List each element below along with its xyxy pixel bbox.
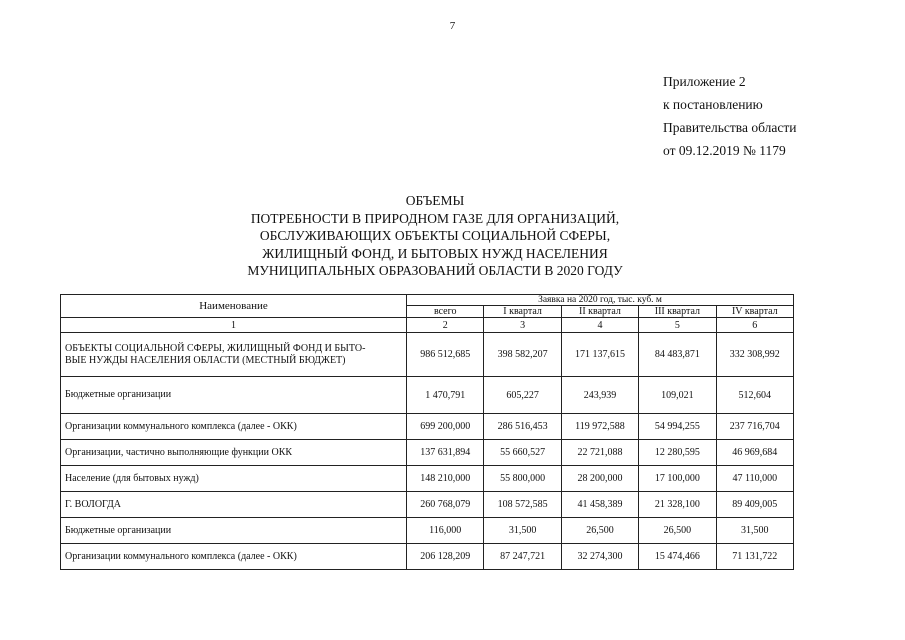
column-number: 2 [407, 318, 484, 333]
appendix-line: Правительства области [663, 120, 797, 135]
appendix-block [663, 70, 796, 162]
name-column-header: Наименование [61, 295, 407, 318]
title-line: ЖИЛИЩНЫЙ ФОНД, И БЫТОВЫХ НУЖД НАСЕЛЕНИЯ [262, 245, 608, 261]
row-name: Г. ВОЛОГДА [61, 492, 407, 518]
row-name-line: ВЫЕ НУЖДЫ НАСЕЛЕНИЯ ОБЛАСТИ (МЕСТНЫЙ БЮДЖЕТ) [65, 354, 346, 366]
row-name: Население (для бытовых нужд) [61, 466, 407, 492]
column-header: II квартал [561, 306, 638, 318]
appendix-line: от 09.12.2019 № 1179 [663, 143, 786, 158]
table-row [61, 518, 794, 544]
column-number: 1 [61, 318, 407, 333]
appendix-line: к постановлению [663, 97, 763, 112]
cell-q3: 109,021 [639, 377, 716, 414]
row-name: Организации коммунального комплекса (далее - ОКК) [61, 544, 407, 570]
cell-q3: 15 474,466 [639, 544, 716, 570]
column-header: III квартал [639, 306, 716, 318]
cell-q4: 237 716,704 [716, 414, 793, 440]
cell-total: 137 631,894 [407, 440, 484, 466]
table-row [61, 544, 794, 570]
cell-q1: 605,227 [484, 377, 561, 414]
cell-q2: 28 200,000 [561, 466, 638, 492]
page-number: 7 [449, 20, 456, 32]
column-number: 3 [484, 318, 561, 333]
cell-q3: 26,500 [639, 518, 716, 544]
column-number-row [61, 318, 794, 333]
row-name: Бюджетные организации [61, 518, 407, 544]
cell-total: 148 210,000 [407, 466, 484, 492]
cell-q3: 17 100,000 [639, 466, 716, 492]
cell-q2: 22 721,088 [561, 440, 638, 466]
cell-total: 1 470,791 [407, 377, 484, 414]
cell-q1: 31,500 [484, 518, 561, 544]
table-row [61, 466, 794, 492]
cell-q2: 171 137,615 [561, 333, 638, 377]
cell-q2: 32 274,300 [561, 544, 638, 570]
cell-q4: 512,604 [716, 377, 793, 414]
title-line: МУНИЦИПАЛЬНЫХ ОБРАЗОВАНИЙ ОБЛАСТИ В 2020 ГОДУ [247, 263, 623, 278]
row-name: Бюджетные организации [61, 377, 407, 414]
table-row [61, 492, 794, 518]
title-line: ОБСЛУЖИВАЮЩИХ ОБЪЕКТЫ СОЦИАЛЬНОЙ СФЕРЫ, [259, 228, 611, 243]
table-header-row [61, 295, 794, 306]
group-header: Заявка на 2020 год, тыс. куб. м [407, 295, 794, 306]
cell-q4: 89 409,005 [716, 492, 793, 518]
row-name: Организации, частично выполняющие функции ОКК [61, 440, 407, 466]
cell-q4: 332 308,992 [716, 333, 793, 377]
cell-total: 116,000 [407, 518, 484, 544]
column-header: IV квартал [716, 306, 793, 318]
cell-q3: 84 483,871 [639, 333, 716, 377]
cell-q2: 119 972,588 [561, 414, 638, 440]
cell-q1: 55 800,000 [484, 466, 561, 492]
column-number: 6 [716, 318, 793, 333]
cell-q3: 12 280,595 [639, 440, 716, 466]
row-name [61, 333, 407, 377]
title-line: ПОТРЕБНОСТИ В ПРИРОДНОМ ГАЗЕ ДЛЯ ОРГАНИЗАЦИЙ, [250, 210, 620, 226]
cell-q1: 55 660,527 [484, 440, 561, 466]
row-name-line: ОБЪЕКТЫ СОЦИАЛЬНОЙ СФЕРЫ, ЖИЛИЩНЫЙ ФОНД И БЫТО- [65, 342, 366, 354]
cell-q4: 47 110,000 [716, 466, 793, 492]
cell-q2: 26,500 [561, 518, 638, 544]
title-line: ОБЪЕМЫ [405, 193, 465, 208]
row-name: Организации коммунального комплекса (далее - ОКК) [61, 414, 407, 440]
cell-q1: 108 572,585 [484, 492, 561, 518]
document-title [200, 192, 670, 280]
appendix-line: Приложение 2 [663, 74, 746, 89]
cell-q3: 21 328,100 [639, 492, 716, 518]
table-row [61, 440, 794, 466]
column-header: I квартал [484, 306, 561, 318]
column-number: 5 [639, 318, 716, 333]
cell-total: 699 200,000 [407, 414, 484, 440]
cell-q1: 87 247,721 [484, 544, 561, 570]
table-row [61, 414, 794, 440]
cell-q4: 46 969,684 [716, 440, 793, 466]
table-row [61, 377, 794, 414]
gas-demand-table [60, 294, 794, 570]
cell-total: 260 768,079 [407, 492, 484, 518]
column-header: всего [407, 306, 484, 318]
cell-total: 986 512,685 [407, 333, 484, 377]
cell-total: 206 128,209 [407, 544, 484, 570]
cell-q4: 71 131,722 [716, 544, 793, 570]
cell-q3: 54 994,255 [639, 414, 716, 440]
cell-q2: 41 458,389 [561, 492, 638, 518]
cell-q4: 31,500 [716, 518, 793, 544]
cell-q1: 398 582,207 [484, 333, 561, 377]
cell-q2: 243,939 [561, 377, 638, 414]
column-number: 4 [561, 318, 638, 333]
table-row [61, 333, 794, 377]
cell-q1: 286 516,453 [484, 414, 561, 440]
